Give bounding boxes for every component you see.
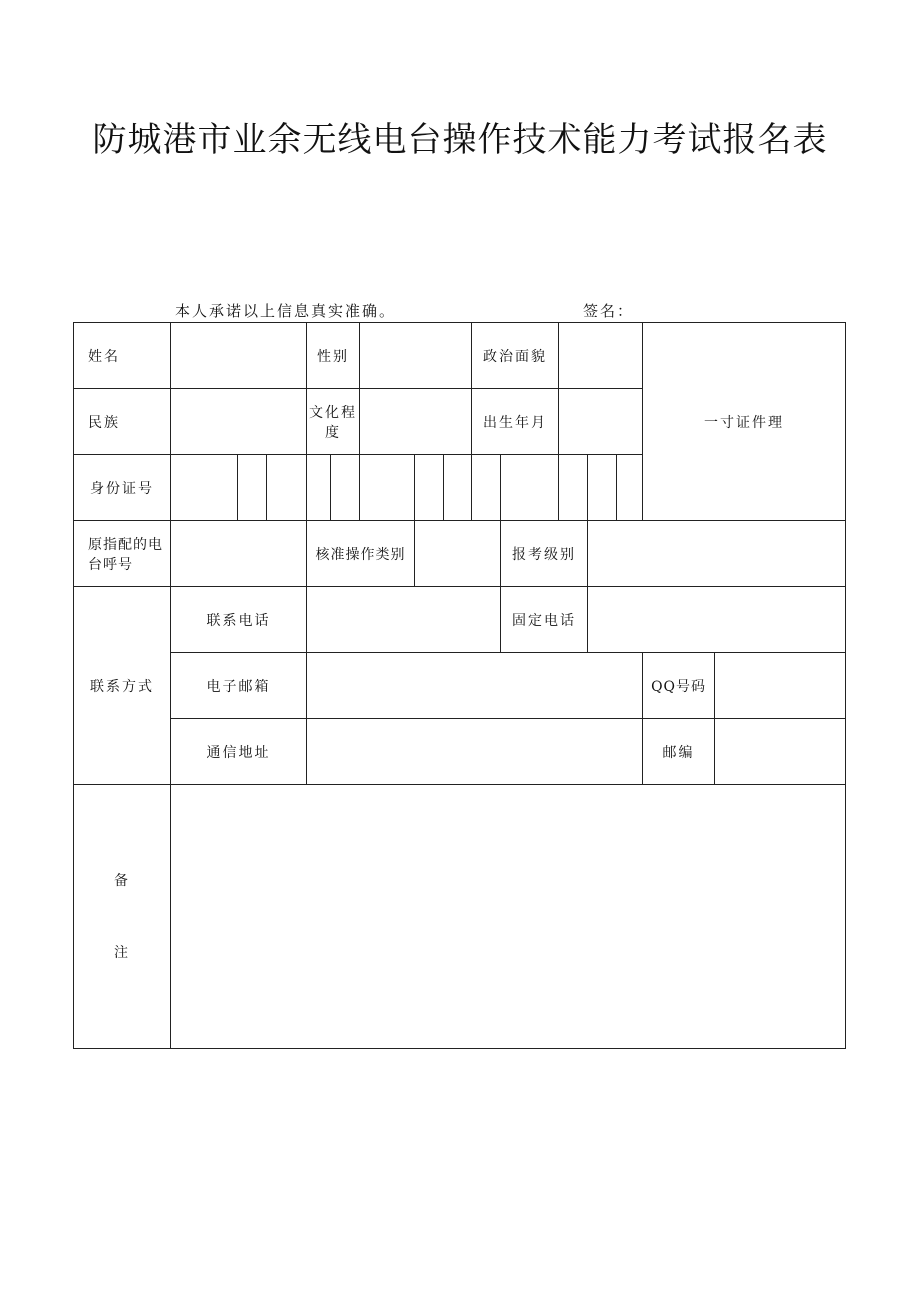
photo-box: 一寸证件理 (643, 323, 846, 521)
ethnicity-field[interactable] (171, 389, 307, 455)
email-label: 电子邮箱 (171, 653, 307, 719)
original-callsign-field[interactable] (171, 521, 307, 587)
phone-field[interactable] (307, 587, 501, 653)
birth-label: 出生年月 (472, 389, 559, 455)
postcode-field[interactable] (715, 719, 846, 785)
registration-table (73, 322, 846, 1049)
education-field[interactable] (360, 389, 472, 455)
email-field[interactable] (307, 653, 643, 719)
id-digit-cell[interactable] (238, 455, 267, 521)
pledge-text: 本人承诺以上信息真实准确。 (175, 302, 397, 320)
id-digit-cell[interactable] (588, 455, 617, 521)
id-digit-cell[interactable] (331, 455, 360, 521)
birth-field[interactable] (559, 389, 643, 455)
political-label: 政治面貌 (472, 323, 559, 389)
id-digit-cell[interactable] (415, 455, 444, 521)
id-number-label: 身份证号 (74, 455, 171, 521)
address-label: 通信地址 (171, 719, 307, 785)
contact-label: 联系方式 (74, 587, 171, 785)
id-digit-cell[interactable] (360, 455, 415, 521)
approved-class-field[interactable] (415, 521, 501, 587)
phone-label: 联系电话 (171, 587, 307, 653)
id-digit-cell[interactable] (307, 455, 331, 521)
remark-label-char-1: 备 (114, 872, 130, 889)
gender-label: 性别 (307, 323, 360, 389)
id-digit-cell[interactable] (559, 455, 588, 521)
remark-field[interactable] (171, 785, 846, 1049)
qq-label: QQ号码 (643, 653, 715, 719)
id-digit-cell[interactable] (171, 455, 238, 521)
id-digit-cell[interactable] (472, 455, 501, 521)
signature-label: 签名： (583, 302, 635, 320)
name-field[interactable] (171, 323, 307, 389)
exam-level-field[interactable] (588, 521, 846, 587)
qq-field[interactable] (715, 653, 846, 719)
landline-label: 固定电话 (501, 587, 588, 653)
name-label: 姓名 (74, 323, 171, 389)
postcode-label: 邮编 (643, 719, 715, 785)
id-digit-cell[interactable] (617, 455, 643, 521)
original-callsign-label: 原指配的电台呼号 (74, 521, 171, 587)
remark-label (74, 785, 171, 1049)
id-digit-cell[interactable] (267, 455, 307, 521)
education-label: 文化程度 (307, 389, 360, 455)
id-digit-cell[interactable] (501, 455, 559, 521)
gender-field[interactable] (360, 323, 472, 389)
landline-field[interactable] (588, 587, 846, 653)
approved-class-label: 核准操作类别 (307, 521, 415, 587)
form-title: 防城港市业余无线电台操作技术能力考试报名表 (92, 120, 828, 160)
exam-level-label: 报考级别 (501, 521, 588, 587)
ethnicity-label: 民族 (74, 389, 171, 455)
id-digit-cell[interactable] (444, 455, 472, 521)
remark-label-char-2: 注 (114, 944, 130, 961)
political-field[interactable] (559, 323, 643, 389)
address-field[interactable] (307, 719, 643, 785)
